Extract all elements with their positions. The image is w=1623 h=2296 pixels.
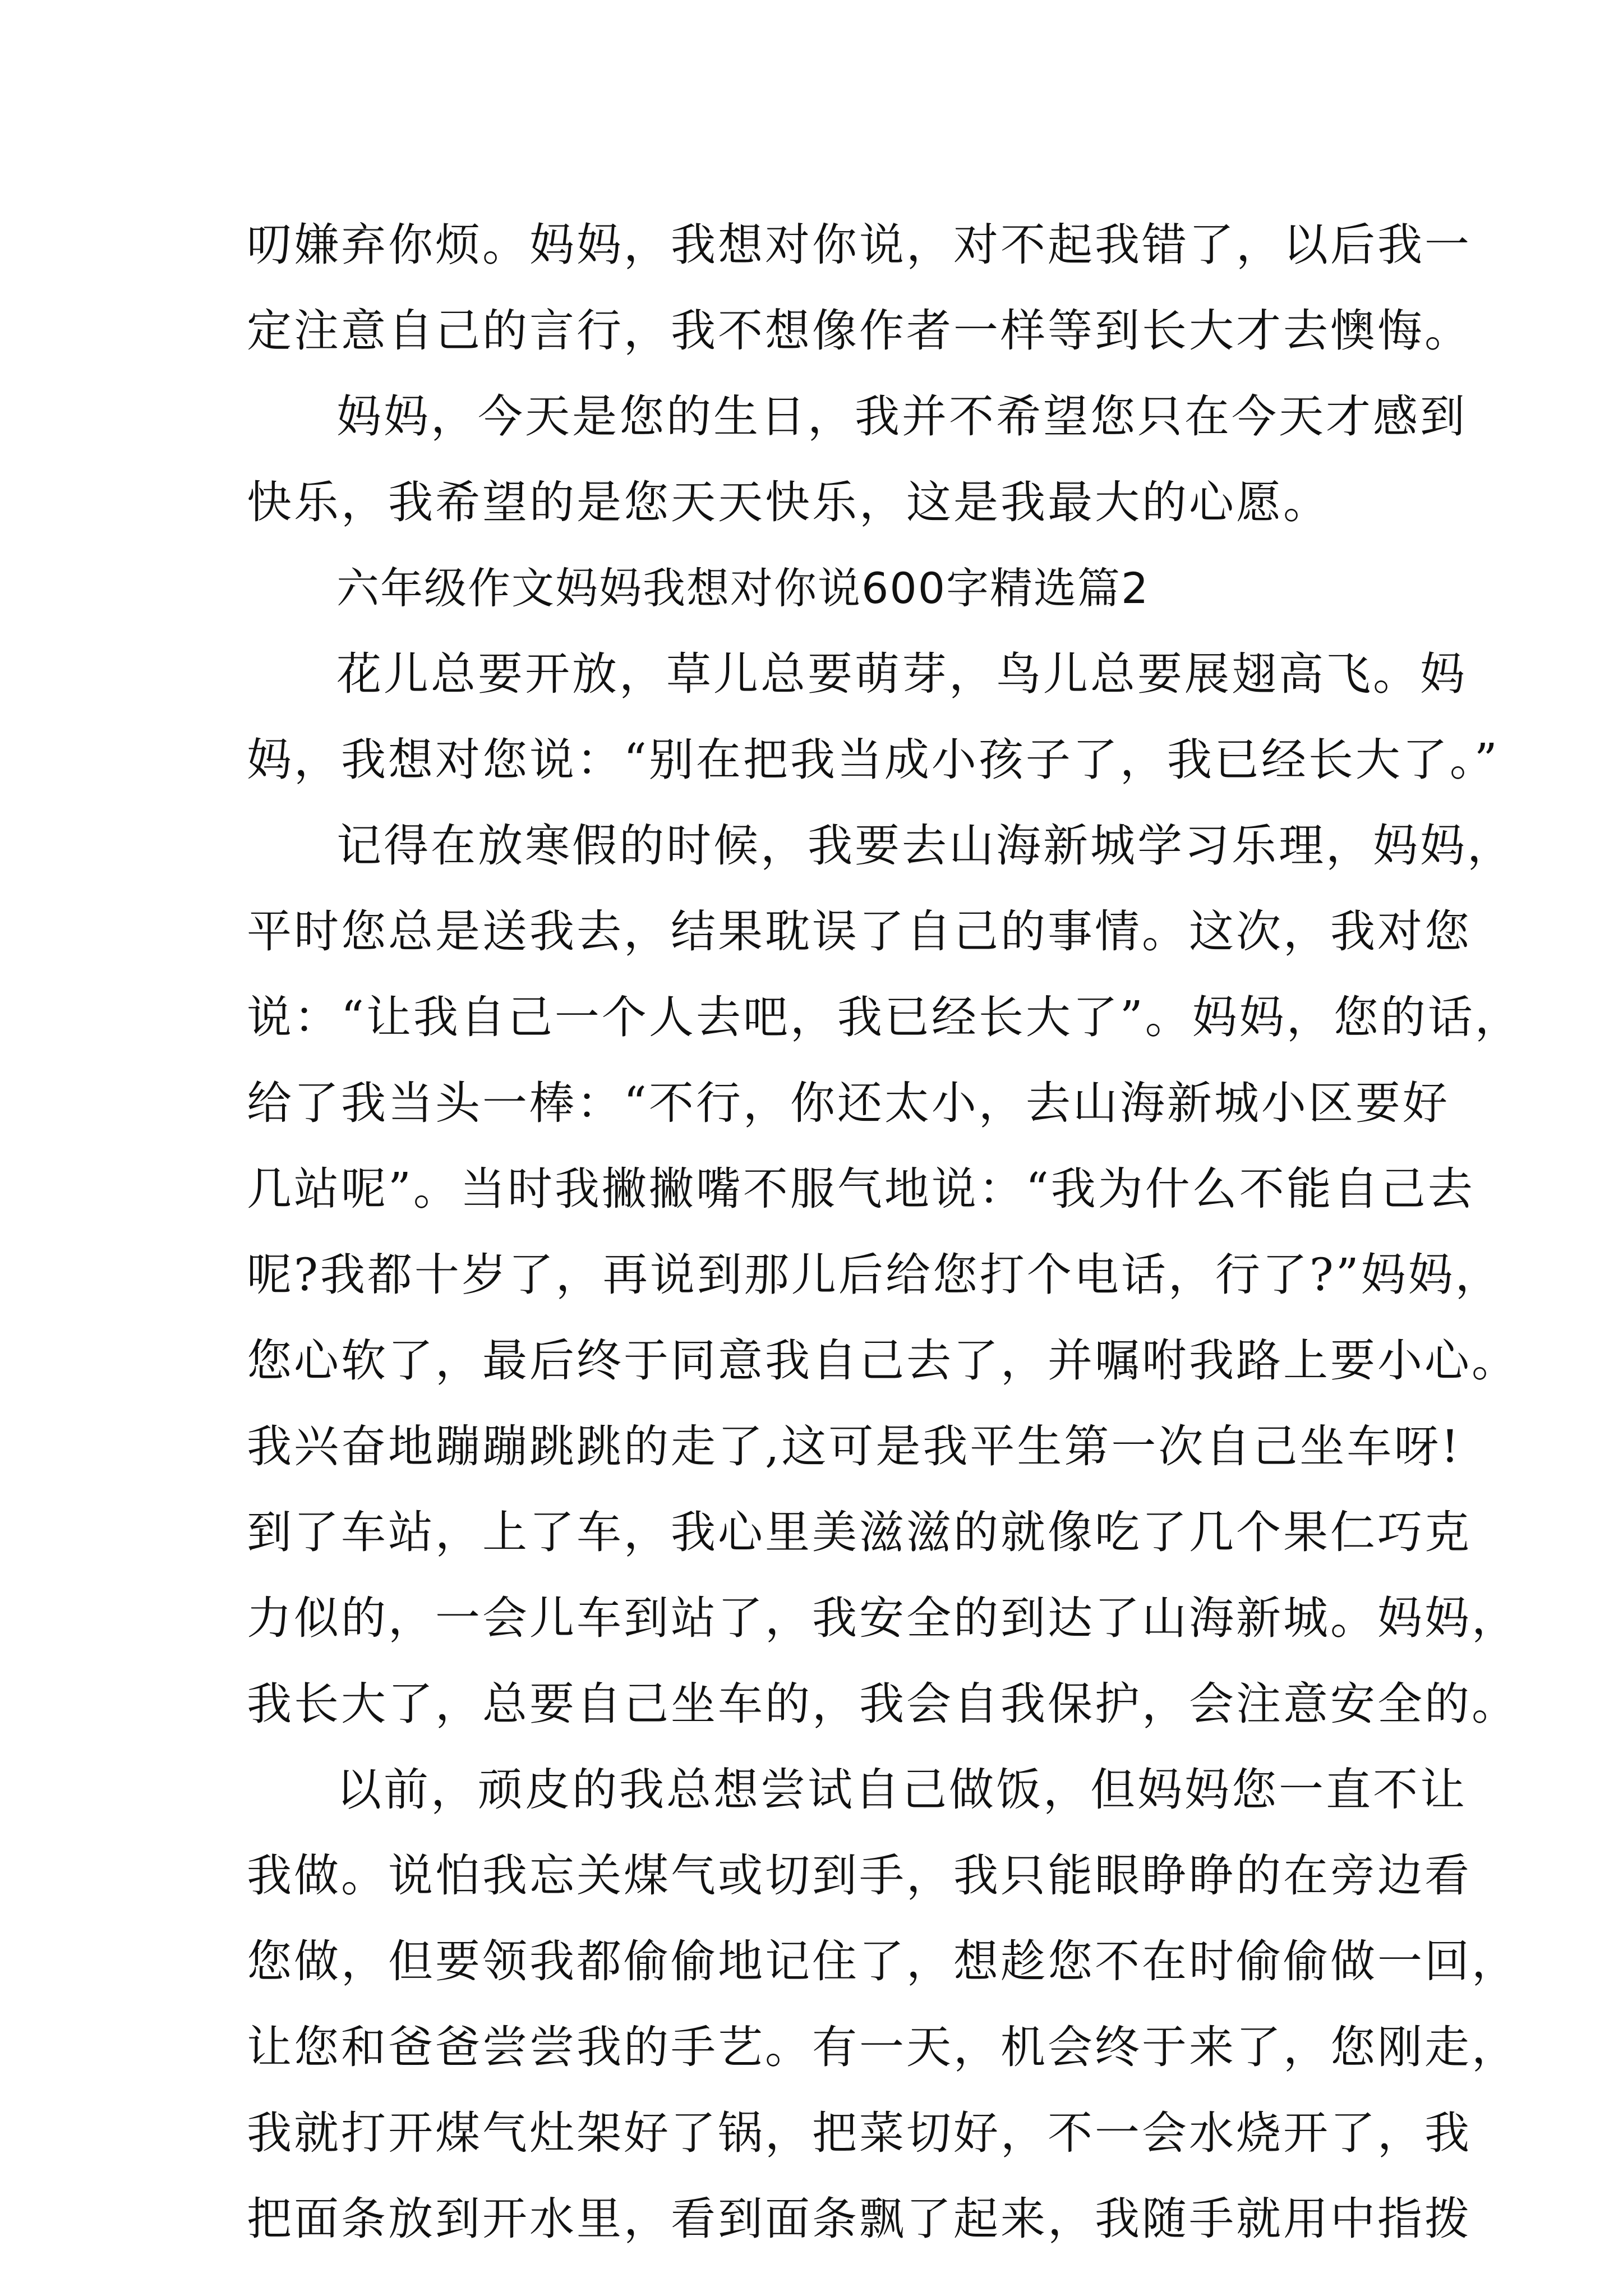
paragraph-line: 您心软了，最后终于同意我自己去了，并嘱咐我路上要小心。 (247, 1335, 1519, 1387)
paragraph-line: 呢?我都十岁了，再说到那儿后给您打个电话，行了?”妈妈， (247, 1249, 1502, 1301)
paragraph-line: 我就打开煤气灶架好了锅，把菜切好，不一会水烧开了，我 (247, 2107, 1472, 2159)
paragraph-line: 花儿总要开放，草儿总要萌芽，鸟儿总要展翅高飞。妈 (336, 648, 1467, 700)
paragraph-line: 快乐，我希望的是您天天快乐，这是我最大的心愿。 (247, 476, 1330, 528)
paragraph-line: 妈，我想对您说：“别在把我当成小孩子了，我已经长大了。” (247, 734, 1500, 786)
paragraph-line: 我做。说怕我忘关煤气或切到手，我只能眼睁睁的在旁边看 (247, 1849, 1472, 1902)
paragraph-line: 把面条放到开水里，看到面条飘了起来，我随手就用中指拨 (247, 2193, 1472, 2245)
paragraph-line: 记得在放寒假的时候，我要去山海新城学习乐理，妈妈， (336, 820, 1514, 872)
paragraph-line: 到了车站，上了车，我心里美滋滋的就像吃了几个果仁巧克 (247, 1506, 1472, 1558)
paragraph-line: 您做，但要领我都偷偷地记住了，想趁您不在时偷偷做一回， (247, 1935, 1519, 1987)
paragraph-line: 力似的，一会儿车到站了，我安全的到达了山海新城。妈妈， (247, 1592, 1519, 1644)
paragraph-line: 妈妈，今天是您的生日，我并不希望您只在今天才感到 (336, 390, 1467, 443)
section-heading: 六年级作文妈妈我想对你说600字精选篇2 (336, 563, 1150, 613)
paragraph-line: 几站呢”。当时我撇撇嘴不服气地说：“我为什么不能自己去 (247, 1163, 1475, 1215)
paragraph-line: 叨嫌弃你烦。妈妈，我想对你说，对不起我错了，以后我一 (247, 219, 1472, 271)
paragraph-line: 定注意自己的言行，我不想像作者一样等到长大才去懊悔。 (247, 305, 1472, 357)
paragraph-line: 我长大了，总要自己坐车的，我会自我保护，会注意安全的。 (247, 1678, 1519, 1730)
paragraph-line: 平时您总是送我去，结果耽误了自己的事情。这次，我对您 (247, 905, 1472, 958)
paragraph-line: 我兴奋地蹦蹦跳跳的走了,这可是我平生第一次自己坐车呀! (247, 1420, 1461, 1473)
paragraph-line: 以前，顽皮的我总想尝试自己做饭，但妈妈您一直不让 (336, 1764, 1467, 1816)
paragraph-line: 说：“让我自己一个人去吧，我已经长大了”。妈妈，您的话， (247, 991, 1522, 1043)
paragraph-line: 让您和爸爸尝尝我的手艺。有一天，机会终于来了，您刚走， (247, 2021, 1519, 2073)
paragraph-line: 给了我当头一棒：“不行，你还太小，去山海新城小区要好 (247, 1077, 1450, 1129)
document-body (247, 202, 1522, 2262)
